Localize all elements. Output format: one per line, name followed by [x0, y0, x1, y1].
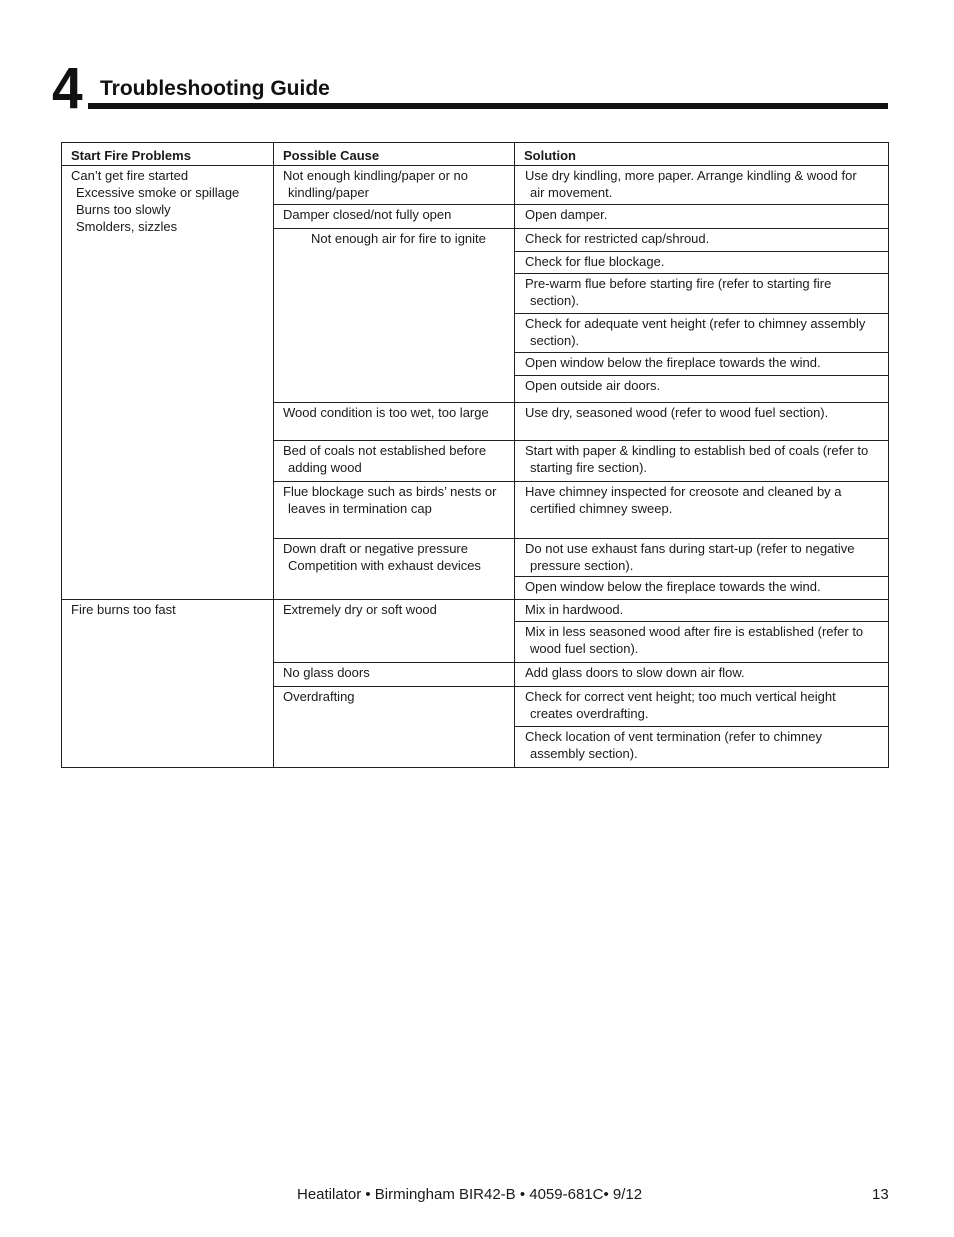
- cause-text: Not enough kindling/paper or no: [283, 168, 469, 183]
- cause-cell: [274, 600, 515, 662]
- table-row: [274, 229, 888, 403]
- solution-text: Check for adequate vent height (refer to chimney assembly: [525, 316, 866, 331]
- cause-cell: [274, 663, 515, 686]
- solution-cell: [515, 663, 888, 686]
- solutions-column: [515, 482, 888, 538]
- section-number: 4: [52, 56, 83, 121]
- cause-cell: [274, 482, 515, 538]
- header-cause: Possible Cause: [274, 143, 515, 165]
- solution-text: section).: [530, 293, 580, 308]
- solution-text: Open outside air doors.: [525, 378, 661, 393]
- cause-text: Not enough air for fire to ignite: [311, 231, 486, 246]
- cause-text: Bed of coals not established before: [283, 443, 487, 458]
- solutions-column: [515, 229, 888, 402]
- problem-text: Excessive smoke or spillage: [76, 185, 240, 200]
- cause-text: Wood condition is too wet, too large: [283, 405, 489, 420]
- cause-cell: [274, 687, 515, 767]
- cause-text: kindling/paper: [288, 185, 369, 200]
- header-solution: Solution: [524, 148, 576, 163]
- problem-text: Fire burns too fast: [71, 602, 176, 617]
- problem-group: [61, 600, 889, 768]
- header-problem: Start Fire Problems: [62, 143, 274, 165]
- solution-cell: [515, 622, 888, 662]
- solution-cell: [515, 229, 888, 252]
- solutions-column: [515, 539, 888, 599]
- solution-cell: [515, 376, 888, 402]
- solution-text: creates overdrafting.: [530, 706, 649, 721]
- solution-text: section).: [530, 333, 580, 348]
- solutions-column: [515, 687, 888, 767]
- solution-text: air movement.: [530, 185, 613, 200]
- table-row: [274, 663, 888, 687]
- solution-text: assembly section).: [530, 746, 638, 761]
- cause-text: Flue blockage such as birds’ nests or: [283, 484, 497, 499]
- solution-text: Use dry kindling, more paper. Arrange kindling & wood for: [525, 168, 857, 183]
- problem-text: Smolders, sizzles: [76, 219, 178, 234]
- cause-cell: [274, 441, 515, 481]
- page-number: 13: [872, 1186, 889, 1203]
- cause-text: No glass doors: [283, 665, 370, 680]
- solution-cell: [515, 403, 888, 440]
- solution-text: Open window below the fireplace towards the wind.: [525, 579, 821, 594]
- solutions-column: [515, 600, 888, 662]
- solution-text: Open damper.: [525, 207, 608, 222]
- solution-text: Check for restricted cap/shroud.: [525, 231, 710, 246]
- cause-text: Extremely dry or soft wood: [283, 602, 437, 617]
- solution-text: Start with paper & kindling to establish bed of coals (refer to: [525, 443, 869, 458]
- causes-column: [274, 166, 888, 599]
- cause-text: Damper closed/not fully open: [283, 207, 452, 222]
- solutions-column: [515, 403, 888, 440]
- cause-text: Competition with exhaust devices: [288, 558, 481, 573]
- solution-text: Mix in less seasoned wood after fire is established (refer to: [525, 624, 864, 639]
- title-rule: [88, 103, 888, 109]
- table-row: [274, 600, 888, 663]
- solution-cell: [515, 314, 888, 353]
- solution-text: Pre-warm flue before starting fire (refer to starting fire: [525, 276, 832, 291]
- solution-text: Do not use exhaust fans during start-up (refer to negative: [525, 541, 855, 556]
- table-body: [61, 166, 889, 768]
- cause-text: leaves in termination cap: [288, 501, 432, 516]
- cause-text: Down draft or negative pressure: [283, 541, 468, 556]
- cause-cell: [274, 403, 515, 440]
- footer-document-info: Heatilator • Birmingham BIR42-B • 4059-681C• 9/12: [297, 1186, 643, 1203]
- table-header: [61, 142, 889, 166]
- solutions-column: [515, 441, 888, 481]
- solution-cell: [515, 482, 888, 538]
- problem-group: [61, 166, 889, 600]
- problem-cell: [62, 166, 274, 599]
- solutions-column: [515, 205, 888, 228]
- table-row: [274, 482, 888, 539]
- cause-cell: [274, 229, 515, 402]
- solutions-column: [515, 166, 888, 204]
- solution-text: starting fire section).: [530, 460, 648, 475]
- solution-cell: [515, 353, 888, 376]
- solution-cell: [515, 252, 888, 274]
- problem-cell: [62, 600, 274, 767]
- solution-text: Check for correct vent height; too much vertical height: [525, 689, 836, 704]
- solution-cell: [515, 274, 888, 314]
- cause-cell: [274, 539, 515, 599]
- solution-cell: [515, 727, 888, 767]
- solution-text: pressure section).: [530, 558, 634, 573]
- solution-cell: [515, 205, 888, 228]
- problem-text: Can’t get fire started: [71, 168, 189, 183]
- solution-text: Mix in hardwood.: [525, 602, 624, 617]
- solution-cell: [515, 166, 888, 204]
- solution-cell: [515, 577, 888, 599]
- table-row: [274, 403, 888, 441]
- solution-cell: [515, 687, 888, 727]
- solution-cell: [515, 539, 888, 577]
- table-row: [274, 687, 888, 767]
- solution-text: Use dry, seasoned wood (refer to wood fuel section).: [525, 405, 829, 420]
- cause-cell: [274, 205, 515, 228]
- solution-text: wood fuel section).: [530, 641, 639, 656]
- solution-text: certified chimney sweep.: [530, 501, 673, 516]
- solution-text: Open window below the fireplace towards the wind.: [525, 355, 821, 370]
- page-title: Troubleshooting Guide: [100, 77, 330, 100]
- cause-text: adding wood: [288, 460, 362, 475]
- solution-cell: [515, 600, 888, 622]
- problem-text: Burns too slowly: [76, 202, 171, 217]
- solutions-column: [515, 663, 888, 686]
- solution-text: Check for flue blockage.: [525, 254, 665, 269]
- table-row: [274, 539, 888, 599]
- causes-column: [274, 600, 888, 767]
- table-row: [274, 441, 888, 482]
- solution-text: Add glass doors to slow down air flow.: [525, 665, 745, 680]
- solution-cell: [515, 441, 888, 481]
- table-row: [274, 205, 888, 229]
- troubleshooting-table: [61, 142, 889, 768]
- cause-cell: [274, 166, 515, 204]
- solution-text: Check location of vent termination (refer to chimney: [525, 729, 822, 744]
- cause-text: Overdrafting: [283, 689, 355, 704]
- solution-text: Have chimney inspected for creosote and cleaned by a: [525, 484, 842, 499]
- table-row: [274, 166, 888, 205]
